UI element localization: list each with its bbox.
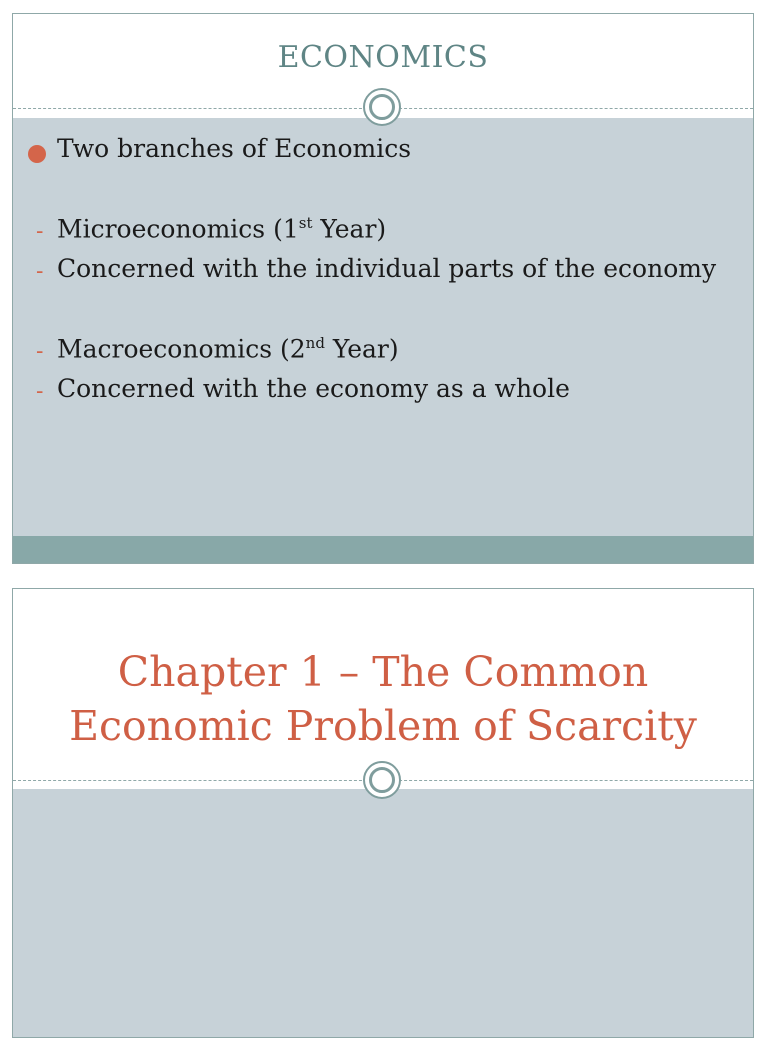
slide-chapter-1 [12, 588, 754, 1038]
bullet-text: Two branches of Economics [57, 134, 412, 163]
footer-band [13, 536, 753, 563]
dash-marker: - [36, 219, 44, 244]
title-line-2: Economic Problem of Scarcity [69, 702, 697, 750]
bullet-dot-icon [28, 145, 46, 163]
content-area [13, 789, 753, 1037]
slide-economics [12, 13, 754, 564]
ring-icon [363, 88, 401, 126]
list-item-micro-desc: Concerned with the individual parts of the economy [57, 254, 717, 283]
dash-marker: - [36, 259, 44, 284]
slide-title [13, 645, 753, 753]
content-area [13, 118, 753, 538]
title-band [13, 589, 753, 775]
list-item-macro: Macroeconomics (2nd Year) [57, 334, 399, 364]
list-item-micro: Microeconomics (1st Year) [57, 214, 387, 244]
dash-marker: - [36, 339, 44, 364]
slide-title: ECONOMICS [277, 40, 489, 75]
dash-marker: - [36, 379, 44, 404]
title-line-1: Chapter 1 – The Common [117, 648, 649, 696]
list-item-macro-desc: Concerned with the economy as a whole [57, 374, 570, 403]
ring-icon [363, 761, 401, 799]
